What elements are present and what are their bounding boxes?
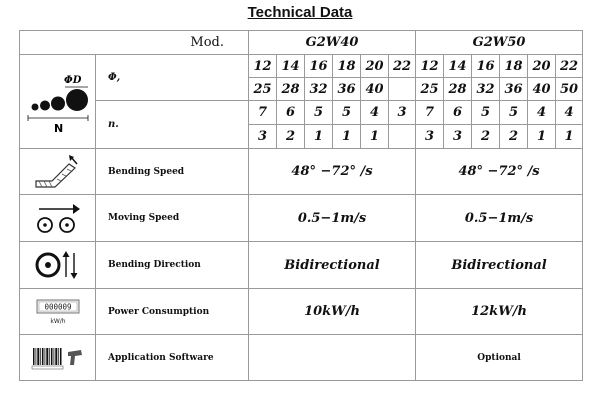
phi-row-1	[20, 55, 583, 78]
row-label: Application Software	[96, 335, 249, 381]
cell: 12	[416, 55, 444, 78]
cell: 2	[277, 125, 305, 149]
barcode-scanner-icon	[30, 343, 86, 373]
cell: 16	[305, 55, 333, 78]
power-consumption-row	[20, 289, 583, 335]
wheels-arrow-icon	[33, 200, 83, 236]
cell: 20	[528, 55, 556, 78]
bending-direction-g2w40: Bidirectional	[249, 242, 416, 289]
cell: 1	[528, 125, 556, 149]
meter-icon	[33, 296, 83, 328]
cell: 3	[444, 125, 472, 149]
application-software-row	[20, 335, 583, 381]
power-g2w50: 12kW/h	[416, 289, 583, 335]
model-g2w40: G2W40	[249, 31, 416, 55]
bending-speed-g2w40: 48° −72° /s	[249, 149, 416, 195]
cell: 5	[500, 101, 528, 125]
cell: 18	[333, 55, 361, 78]
cell	[389, 125, 416, 149]
barcode-scanner-cell	[20, 335, 96, 381]
software-g2w40	[249, 335, 416, 381]
cell: 28	[444, 78, 472, 101]
phi-label: Φ,	[96, 55, 249, 101]
software-g2w50: Optional	[416, 335, 583, 381]
bending-speed-row	[20, 149, 583, 195]
cell: 2	[500, 125, 528, 149]
cell: 28	[277, 78, 305, 101]
cell: 2	[472, 125, 500, 149]
cell: 5	[333, 101, 361, 125]
cell: 25	[249, 78, 277, 101]
cell: 18	[500, 55, 528, 78]
cell: 12	[249, 55, 277, 78]
n-label: N	[53, 121, 63, 135]
cell: 40	[528, 78, 556, 101]
cell: 25	[416, 78, 444, 101]
bending-arm-icon	[33, 154, 83, 190]
bending-arm-cell	[20, 149, 96, 195]
meter-digits: 000009	[43, 302, 72, 311]
cell: 1	[361, 125, 389, 149]
moving-speed-g2w40: 0.5−1m/s	[249, 195, 416, 242]
cell: 36	[500, 78, 528, 101]
rotation-arrows-cell	[20, 242, 96, 289]
cell: 22	[389, 55, 416, 78]
cell: 5	[472, 101, 500, 125]
cell: 7	[416, 101, 444, 125]
cell: 6	[277, 101, 305, 125]
cell: 32	[305, 78, 333, 101]
cell: 50	[556, 78, 583, 101]
cell: 16	[472, 55, 500, 78]
cell: 6	[444, 101, 472, 125]
cell: 36	[333, 78, 361, 101]
cell: 1	[333, 125, 361, 149]
cell: 4	[556, 101, 583, 125]
cell: 14	[444, 55, 472, 78]
phi-d-label: ΦD	[63, 74, 81, 86]
technical-data-table	[19, 30, 583, 381]
model-g2w50: G2W50	[416, 31, 583, 55]
n-row-1	[20, 101, 583, 125]
page-title: Technical Data	[247, 4, 353, 21]
bending-direction-row	[20, 242, 583, 289]
meter-unit: kW/h	[49, 317, 66, 325]
cell: 22	[556, 55, 583, 78]
mod-label: Mod.	[20, 31, 249, 55]
cell: 7	[249, 101, 277, 125]
cell: 3	[249, 125, 277, 149]
meter-cell	[20, 289, 96, 335]
wheels-arrow-cell	[20, 195, 96, 242]
rotation-arrows-icon	[33, 247, 83, 283]
n-count-label: n.	[96, 101, 249, 149]
bending-direction-g2w50: Bidirectional	[416, 242, 583, 289]
cell: 3	[389, 101, 416, 125]
power-g2w40: 10kW/h	[249, 289, 416, 335]
cell: 1	[556, 125, 583, 149]
cell: 3	[416, 125, 444, 149]
cell: 4	[528, 101, 556, 125]
row-label: Power Consumption	[96, 289, 249, 335]
cell: 14	[277, 55, 305, 78]
bar-diameter-icon	[22, 62, 94, 142]
row-label: Bending Speed	[96, 149, 249, 195]
bending-speed-g2w50: 48° −72° /s	[416, 149, 583, 195]
cell: 4	[361, 101, 389, 125]
cell: 40	[361, 78, 389, 101]
cell	[389, 78, 416, 101]
bar-diameter-diagram	[20, 55, 96, 149]
moving-speed-g2w50: 0.5−1m/s	[416, 195, 583, 242]
header-row	[20, 31, 583, 55]
cell: 1	[305, 125, 333, 149]
row-label: Moving Speed	[96, 195, 249, 242]
moving-speed-row	[20, 195, 583, 242]
row-label: Bending Direction	[96, 242, 249, 289]
cell: 32	[472, 78, 500, 101]
cell: 5	[305, 101, 333, 125]
cell: 20	[361, 55, 389, 78]
